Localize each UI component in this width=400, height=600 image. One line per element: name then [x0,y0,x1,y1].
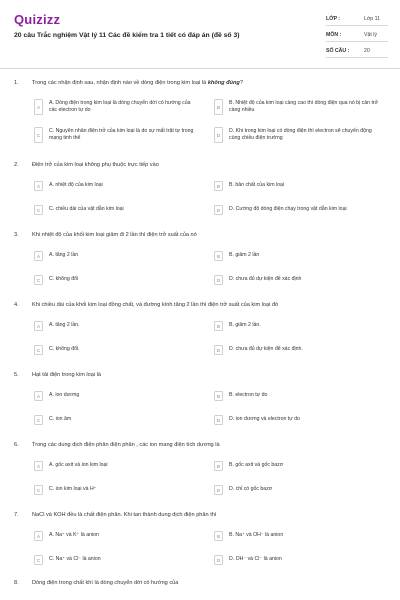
question-text: Điện trở của kim loại không phụ thuộc trực tiếp vào [32,162,159,168]
question-text: NaCl và KOH đều là chất điện phân. Khi tan thành dung dịch điện phân thì [32,512,217,518]
option-letter-box: A [34,99,43,115]
option-text: A. ion dương [49,392,80,399]
option-text: C. Nguyên nhân điện trở của kim loại là do sự mất trật tự trong mạng tinh thể [49,127,194,141]
meta-key: MÔN : [326,31,342,38]
option-letter-box: A [34,181,43,191]
option-d[interactable] [214,552,384,568]
option-b[interactable] [214,178,384,194]
question-number: 7. [14,512,19,518]
meta-subject [326,28,388,42]
option-text: A. tăng 2 lần. [49,322,80,329]
worksheet-title: 20 câu Trắc nghiệm Vật lý 11 Các đề kiểm tra 1 tiết có đáp án (đề số 3) [14,32,240,39]
option-letter-box: B [214,321,223,331]
option-letter-box: D [214,415,223,425]
option-text: A. tăng 2 lần [49,252,79,259]
option-text: C. Na⁺ và Cl⁻ là anion [49,556,101,563]
option-letter-box: C [34,415,43,425]
option-c[interactable] [34,412,194,428]
option-letter-box: A [34,251,43,261]
option-d[interactable] [214,412,384,428]
question-number: 6. [14,442,19,448]
question-text: Hạt tải điện trong kim loại là [32,372,102,378]
option-letter-box: A [34,531,43,541]
option-letter-box: B [214,181,223,191]
worksheet-meta [326,12,388,60]
question-text-main: Trong các nhận định sau, nhận định nào về dòng điện trong kim loại là [32,80,208,86]
meta-value: Lớp 11 [364,15,380,22]
question-text-end: ? [239,80,243,86]
option-letter-box: B [214,99,223,115]
option-a[interactable] [34,528,194,544]
meta-grade [326,12,388,26]
option-letter-box: D [214,345,223,355]
option-letter-box: D [214,275,223,285]
question-number: 5. [14,372,19,378]
option-d[interactable] [214,124,384,146]
option-letter-box: B [214,391,223,401]
option-text: D. ion dương và electron tự do [229,416,300,423]
option-letter-box: C [34,555,43,565]
option-text: C. không đổi [49,276,79,283]
option-text: B. Na⁺ và OH⁻ là anion [229,532,284,539]
option-b[interactable] [214,96,384,118]
option-b[interactable] [214,458,384,474]
option-letter-box: D [214,205,223,215]
quizizz-logo: Quizizz [14,12,61,27]
question-text: Khi nhiệt độ của khối kim loại giảm đi 2 lần thì điện trở suất của nó [32,232,197,238]
option-letter-box: D [214,485,223,495]
option-b[interactable] [214,248,384,264]
option-text: D. Khi trong kim loại có dòng điện thì electron sẽ chuyển động cùng chiều điện trường [229,127,372,141]
option-letter-box: A [34,391,43,401]
option-letter-box: C [34,485,43,495]
option-a[interactable] [34,178,194,194]
option-text: A. nhiệt độ của kim loại [49,182,103,189]
option-text: B. giảm 2 lần [229,252,260,259]
option-c[interactable] [34,552,194,568]
option-c[interactable] [34,202,194,218]
option-text: C. ion âm [49,416,72,423]
option-text: A. Na⁺ và K⁺ là anion [49,532,99,539]
option-letter-box: B [214,531,223,541]
option-d[interactable] [214,482,384,498]
option-b[interactable] [214,318,384,334]
option-letter-box: C [34,205,43,215]
meta-key: LỚP : [326,15,341,22]
meta-key: SỐ CÂU : [326,47,350,54]
question-number: 8. [14,580,19,586]
option-text: D. OH⁻ và Cl⁻ là anion [229,556,282,563]
option-letter-box: B [214,461,223,471]
option-b[interactable] [214,528,384,544]
option-letter-box: D [214,127,223,143]
question-text: Dòng điện trong chất khí là dòng chuyển dời có hướng của [32,580,179,586]
option-a[interactable] [34,388,194,404]
option-d[interactable] [214,202,384,218]
option-letter-box: B [214,251,223,261]
option-text: B. giảm 2 lần. [229,322,261,329]
question-number: 2. [14,162,19,168]
option-a[interactable] [34,318,194,334]
option-a[interactable] [34,248,194,264]
option-c[interactable] [34,482,194,498]
option-b[interactable] [214,388,384,404]
option-text: B. Nhiệt độ của kim loại càng cao thì dòng điện qua nó bị cản trở càng nhiều [229,99,379,113]
option-text: D. chỉ có gốc bazơ [229,486,273,493]
option-text: D. chưa đủ dự kiện để xác định. [229,346,303,353]
question-text: Khi chiều dài của khối kim loại đồng chất, và đường kính tăng 2 lần thì điện trở suất của kim loại đó [32,302,279,308]
question-text [32,80,382,86]
question-number: 4. [14,302,19,308]
option-c[interactable] [34,124,194,146]
option-text: A. gốc axit và ion kim loại [49,462,108,469]
option-letter-box: A [34,461,43,471]
option-d[interactable] [214,272,384,288]
option-text: B. bản chất của kim loại [229,182,285,189]
option-text: B. gốc axit và gốc bazơ [229,462,284,469]
meta-value: 20 [364,47,370,54]
option-c[interactable] [34,342,194,358]
option-a[interactable] [34,96,194,118]
option-text: C. không đổi. [49,346,80,353]
option-letter-box: C [34,345,43,355]
option-text: C. ion kim loại và H⁺ [49,486,97,493]
question-number: 3. [14,232,19,238]
question-number: 1. [14,80,19,86]
option-letter-box: D [214,555,223,565]
header-divider [0,68,400,69]
option-d[interactable] [214,342,384,358]
option-c[interactable] [34,272,194,288]
option-text: D. chưa đủ dự kiện để xác định [229,276,302,283]
meta-value: Vật lý [364,31,377,38]
option-text: C. chiều dài của vật dẫn kim loại [49,206,124,213]
option-text: B. electron tự do [229,392,268,399]
option-text: D. Cường độ dòng điện chạy trong vật dẫn kim loại [229,206,347,213]
option-a[interactable] [34,458,194,474]
option-letter-box: C [34,127,43,143]
worksheet-header [0,0,400,68]
option-letter-box: A [34,321,43,331]
question-text: Trong các dung dịch điện phân điện phân , các ion mang điện tích dương là [32,442,220,448]
option-text: A. Dòng điện trong kim loại là dòng chuyển dời có hướng của các electron tự do [49,99,191,113]
question-emphasis: không đúng [207,80,240,86]
option-letter-box: C [34,275,43,285]
meta-question-count [326,44,388,58]
